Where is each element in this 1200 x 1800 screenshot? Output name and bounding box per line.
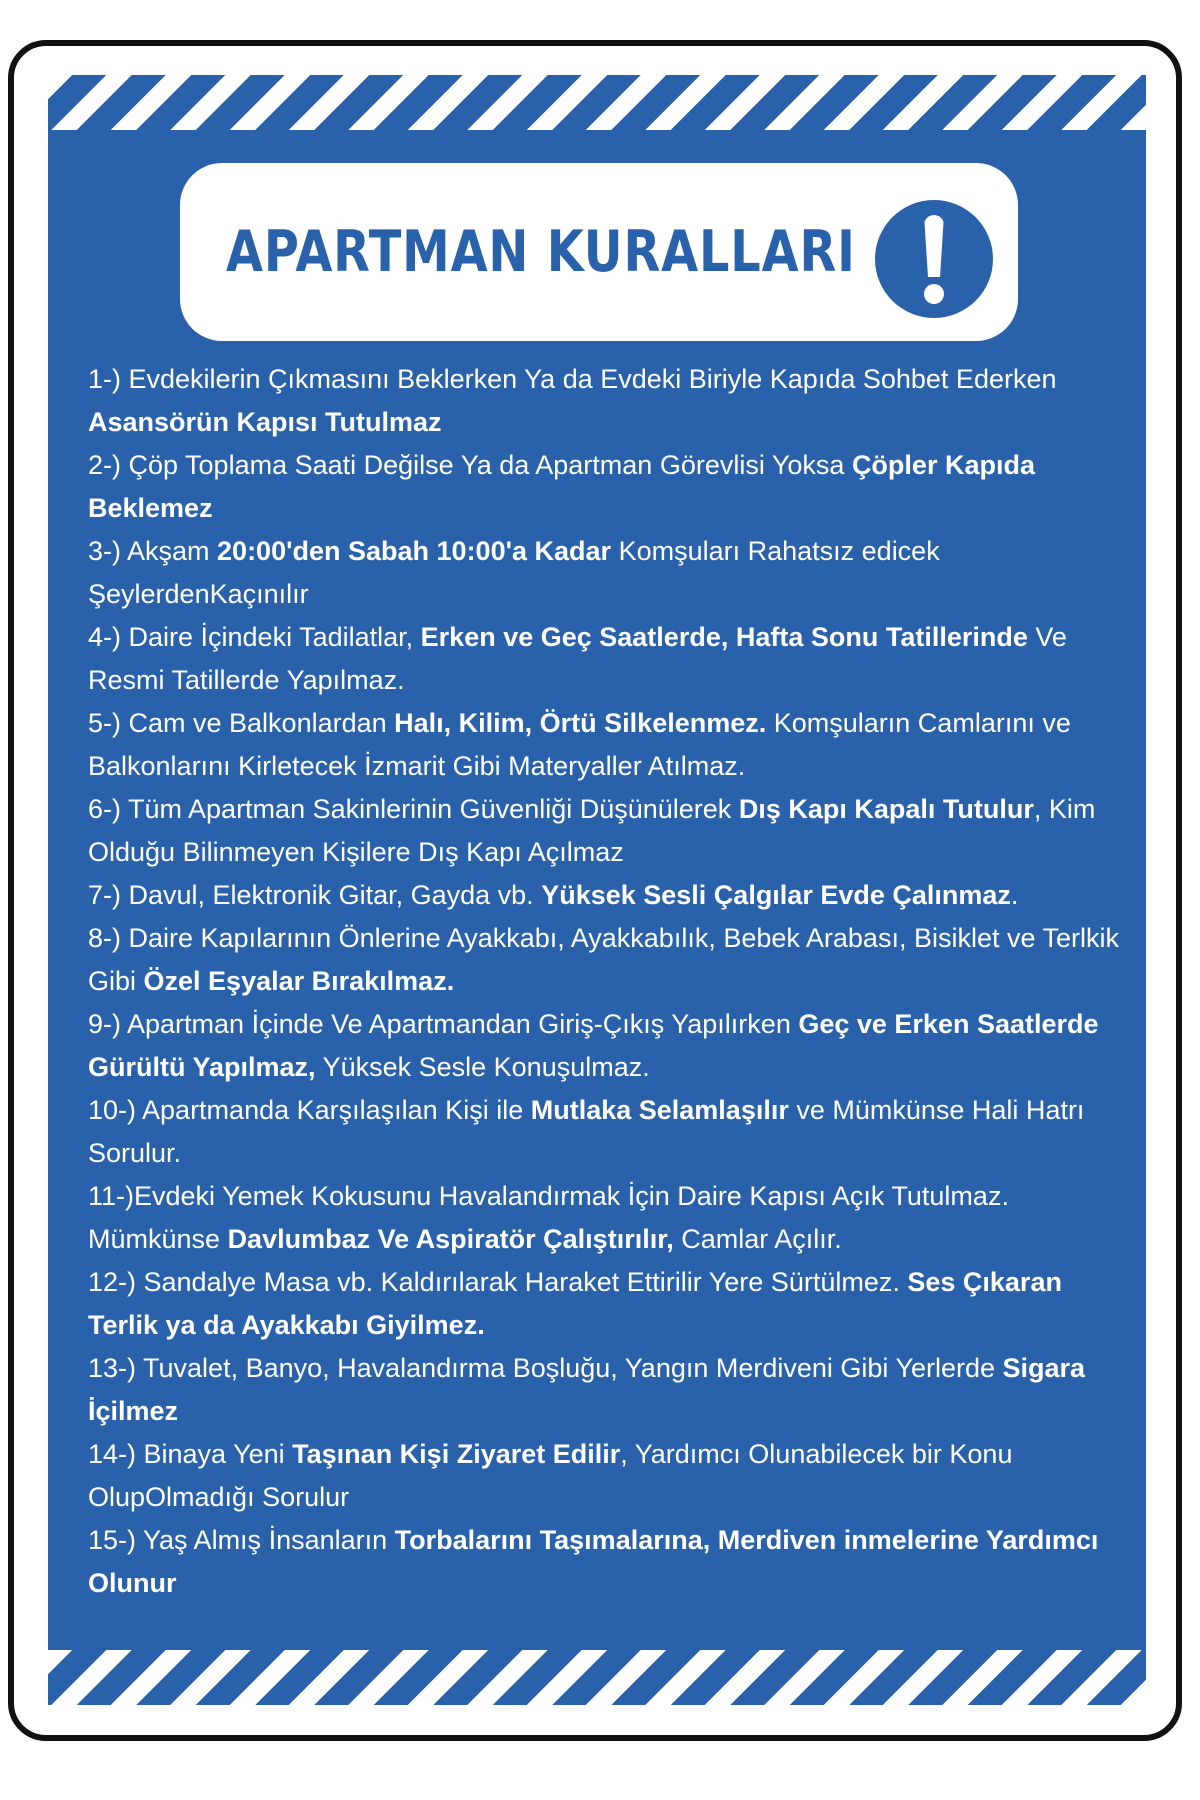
rule-item [88, 702, 1128, 788]
rule-text: 11-)Evdeki Yemek Kokusunu Havalandırmak İçin Daire Kapısı Açık Tutulmaz. Mümkünse [88, 1181, 1009, 1254]
rule-item [88, 1261, 1128, 1347]
rule-item [88, 444, 1128, 530]
rule-text: 13-) Tuvalet, Banyo, Havalandırma Boşluğu, Yangın Merdiveni Gibi Yerlerde [88, 1353, 1003, 1383]
rule-emphasis-text: Geç ve Erken Saatlerde Gürültü Yapılmaz, [88, 1009, 1099, 1082]
rule-emphasis-text: Yüksek Sesli Çalgılar Evde Çalınmaz [541, 880, 1011, 910]
rule-text: Komşuları Rahatsız edicek ŞeylerdenKaçınılır [88, 536, 940, 609]
rule-text: ve Mümkünse Hali Hatrı Sorulur. [88, 1095, 1085, 1168]
rule-text: 1-) Evdekilerin Çıkmasını Beklerken Ya da Evdeki Biriyle Kapıda Sohbet Ederken [88, 364, 1057, 394]
sign-panel [48, 75, 1146, 1705]
rule-emphasis-text: Asansörün Kapısı Tutulmaz [88, 407, 442, 437]
rule-text: Komşuların Camlarını ve Balkonlarını Kirletecek İzmarit Gibi Materyaller Atılmaz. [88, 708, 1071, 781]
rule-text: Yüksek Sesle Konuşulmaz. [315, 1052, 650, 1082]
rule-text: 7-) Davul, Elektronik Gitar, Gayda vb. [88, 880, 542, 910]
title-box [180, 163, 1018, 341]
rule-emphasis-text: Özel Eşyalar Bırakılmaz. [143, 966, 455, 996]
rule-text: Ve Resmi Tatillerde Yapılmaz. [88, 622, 1067, 695]
rule-text: 2-) Çöp Toplama Saati Değilse Ya da Apartman Görevlisi Yoksa [88, 450, 852, 480]
rule-item [88, 1003, 1128, 1089]
rule-text: 6-) Tüm Apartman Sakinlerinin Güvenliği Düşünülerek [88, 794, 739, 824]
rule-text: 12-) Sandalye Masa vb. Kaldırılarak Haraket Ettirilir Yere Sürtülmez. [88, 1267, 908, 1297]
rule-text: 3-) Akşam [88, 536, 218, 566]
exclamation-icon [875, 200, 993, 318]
rule-emphasis-text: Sigara İçilmez [88, 1353, 1086, 1426]
rule-text: Camlar Açılır. [673, 1224, 842, 1254]
rule-text: . [1010, 880, 1019, 910]
rule-emphasis-text: Halı, Kilim, Örtü Silkelenmez. [394, 708, 767, 738]
rule-text: 14-) Binaya Yeni [88, 1439, 293, 1469]
rules-list [88, 358, 1128, 1605]
rule-item [88, 616, 1128, 702]
rule-text: 5-) Cam ve Balkonlardan [88, 708, 395, 738]
rule-text: 9-) Apartman İçinde Ve Apartmandan Giriş-Çıkış Yapılırken [88, 1009, 799, 1039]
rule-item [88, 530, 1128, 616]
exclamation-bar [924, 215, 944, 277]
rule-emphasis-text: Mutlaka Selamlaşılır [530, 1095, 789, 1125]
rule-item [88, 874, 1128, 917]
rule-item [88, 1433, 1128, 1519]
rule-emphasis-text: Torbalarını Taşımalarına, Merdiven inmelerine Yardımcı Olunur [88, 1525, 1099, 1598]
rule-item [88, 358, 1128, 444]
top-hazard-stripe [48, 75, 1146, 130]
rule-text: 10-) Apartmanda Karşılaşılan Kişi ile [88, 1095, 531, 1125]
rule-item [88, 917, 1128, 1003]
rule-item [88, 1519, 1128, 1605]
rule-emphasis-text: 20:00'den Sabah 10:00'a Kadar [217, 536, 612, 566]
rule-text: 15-) Yaş Almış İnsanların [88, 1525, 395, 1555]
bottom-hazard-stripe [48, 1650, 1146, 1705]
exclamation-dot [924, 284, 944, 304]
rule-text: 8-) Daire Kapılarının Önlerine Ayakkabı, Ayakkabılık, Bebek Arabası, Bisiklet ve Terlkik Gibi [88, 923, 1120, 996]
rule-emphasis-text: Taşınan Kişi Ziyaret Edilir [292, 1439, 621, 1469]
rule-emphasis-text: Erken ve Geç Saatlerde, Hafta Sonu Tatillerinde [420, 622, 1028, 652]
rule-emphasis-text: Ses Çıkaran Terlik ya da Ayakkabı Giyilmez. [88, 1267, 1062, 1340]
rule-item [88, 788, 1128, 874]
rule-text: , Kim Olduğu Bilinmeyen Kişilere Dış Kapı Açılmaz [88, 794, 1096, 867]
page-title: APARTMAN KURALLARI [226, 219, 856, 285]
rule-item [88, 1089, 1128, 1175]
rule-text: 4-) Daire İçindeki Tadilatlar, [88, 622, 421, 652]
rule-text: , Yardımcı Olunabilecek bir Konu OlupOlmadığı Sorulur [88, 1439, 1013, 1512]
rule-emphasis-text: Dış Kapı Kapalı Tutulur [738, 794, 1034, 824]
rule-item [88, 1347, 1128, 1433]
rule-emphasis-text: Çöpler Kapıda Beklemez [88, 450, 1035, 523]
rule-item [88, 1175, 1128, 1261]
rule-emphasis-text: Davlumbaz Ve Aspiratör Çalıştırılır, [227, 1224, 674, 1254]
